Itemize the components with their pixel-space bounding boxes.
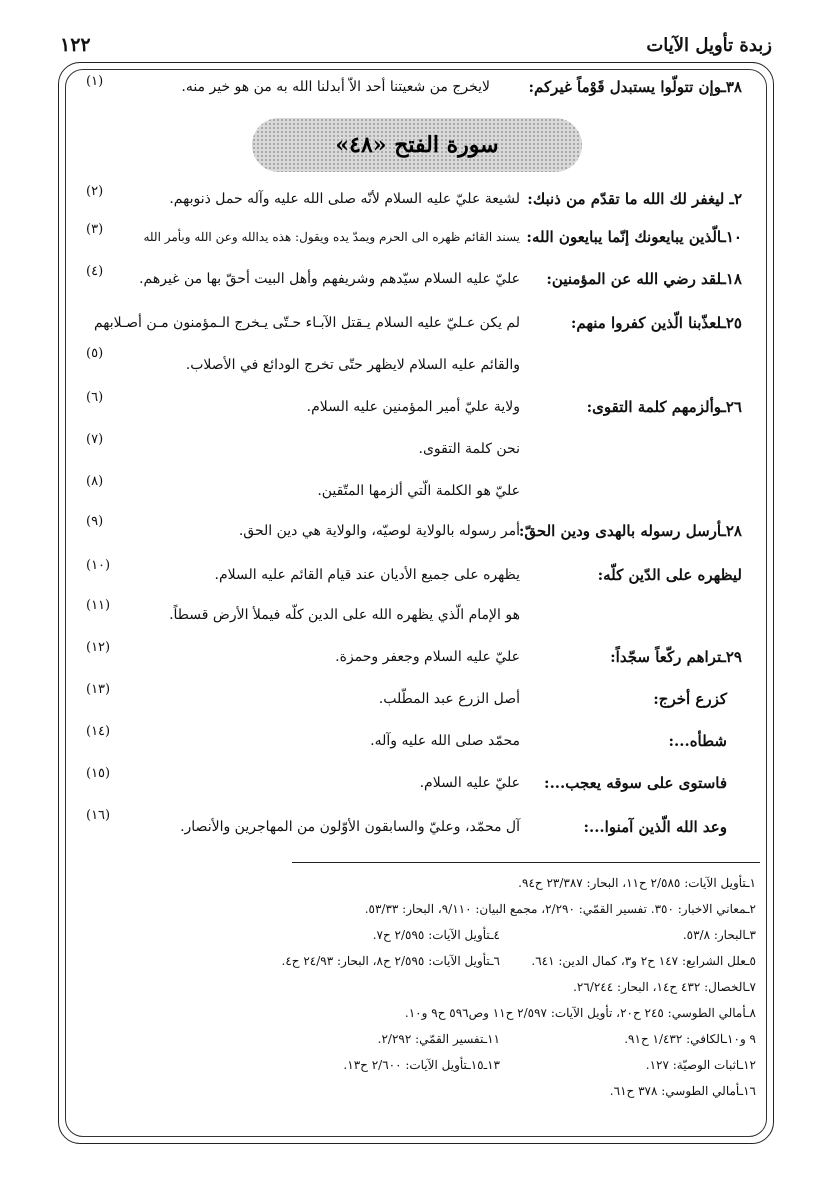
explanation-text: عليّ عليه السلام سيّدهم وشريفهم وأهل البيت أحقّ بها من غيرهم. — [139, 271, 520, 287]
footnote: ٩ و١٠ـالكافي: ١/٤٣٢ ح٩١. — [624, 1032, 756, 1046]
footnote-ref: (١٦) — [86, 808, 111, 823]
entry — [60, 598, 772, 630]
footnote-ref: (٤) — [86, 264, 104, 279]
entry — [60, 514, 772, 546]
explanation-text: عليّ عليه السلام. — [419, 775, 520, 791]
footnote: ١٢ـاثبات الوصيّة: ١٢٧. — [645, 1058, 756, 1072]
footnote-ref: (٨) — [86, 474, 104, 489]
footnote: ٢ـمعاني الاخبار: ٣٥٠. تفسير القمّي: ٢/٢٩٠، مجمع البيان: ٩/١١٠، البحار: ٥٣/٣٣. — [364, 902, 756, 916]
footnote: ١٣ـ١٥ـتأويل الآيات: ٢/٦٠٠ ح١٣. — [343, 1058, 500, 1072]
footnote-ref: (٩) — [86, 514, 104, 529]
entry — [60, 432, 772, 464]
explanation-text: محمّد صلى الله عليه وآله. — [370, 733, 520, 749]
explanation-text: عليّ هو الكلمة الّتي ألزمها المتّقين. — [317, 483, 520, 499]
explanation-text: عليّ عليه السلام وجعفر وحمزة. — [335, 649, 520, 665]
entry — [60, 808, 772, 842]
footnote-ref: (١) — [86, 74, 104, 89]
page-header — [60, 30, 772, 60]
footnote: ٦ـتأويل الآيات: ٢/٥٩٥ ح٨، البحار: ٢٤/٩٣ ح٤. — [281, 954, 500, 968]
verse-label: ٢٥ـلعذّبنا الّذين كفروا منهم: — [570, 314, 742, 332]
verse-label: ٢٦ـوألزمهم كلمة التقوى: — [586, 398, 742, 416]
entry — [60, 390, 772, 422]
verse-label: ٢٨ـأرسل رسوله بالهدى ودين الحقّ: — [518, 522, 742, 540]
footnote: ٨ـأمالي الطوسي: ٢٤٥ ح٢٠، تأويل الآيات: ٢/٥٩٧ ح١١ وص٥٩٦ ح٩ و١٠. — [404, 1006, 756, 1020]
explanation-text: هو الإمام الّذي يظهره الله على الدين كلّه فيملأ الأرض قسطاً. — [169, 607, 520, 623]
verse-label: ٣٨ـوإن تتولّوا يستبدل قَوْماً غيركم: — [528, 78, 742, 96]
footnote: ١١ـتفسير القمّي: ٢/٢٩٢. — [377, 1032, 500, 1046]
running-title: زبدة تأويل الآيات — [646, 34, 772, 56]
verse-label: ٢ـ ليغفر لك الله ما تقدّم من ذنبك: — [527, 190, 742, 208]
footnote-ref: (٣) — [86, 222, 104, 237]
surah-title-banner — [252, 118, 582, 172]
footnote-ref: (١٤) — [86, 724, 111, 739]
entry — [60, 724, 772, 756]
surah-title: سورة الفتح «٤٨» — [335, 132, 499, 158]
footnote-divider — [292, 862, 760, 863]
top-entry — [60, 74, 772, 102]
explanation-text: أمر رسوله بالولاية لوصيّه، والولاية هي دين الحق. — [238, 523, 520, 539]
footnote: ١ـتأويل الآيات: ٢/٥٨٥ ح١١، البحار: ٢٣/٣٨٧ ح٩٤. — [518, 876, 756, 890]
entry — [60, 682, 772, 714]
footnote: ٣ـالبحار: ٥٣/٨. — [682, 928, 756, 942]
explanation-text: ولاية عليّ أمير المؤمنين عليه السلام. — [306, 399, 520, 415]
footnote-ref: (١٠) — [86, 558, 111, 573]
verse-label: كزرع أخرج: — [653, 690, 727, 708]
footnote-ref: (١٥) — [86, 766, 111, 781]
explanation-text: لشيعة عليّ عليه السلام لأنّه صلى الله عليه وآله حمل ذنوبهم. — [169, 191, 520, 207]
entry — [60, 264, 772, 294]
footnote-ref: (٥) — [86, 346, 104, 361]
entry — [60, 766, 772, 798]
footnote-ref: (٦) — [86, 390, 104, 405]
entry — [60, 222, 772, 252]
verse-label: ١٠ـالّذين يبايعونك إنّما يبايعون الله: — [526, 228, 742, 246]
explanation-text: لم يكن عـليّ عليه السلام يـقتل الآبـاء حـتّى يـخرج الـمؤمنون مـن أصـلابهم — [93, 315, 520, 331]
explanation-text: يظهره على جميع الأديان عند قيام القائم عليه السلام. — [214, 567, 520, 583]
page-number: ١٢٢ — [60, 34, 91, 56]
entry — [60, 558, 772, 590]
entry — [60, 346, 772, 380]
explanation-text: يسند القائم ظهره الى الحرم ويمدّ يده ويقول: هذه يدالله وعن الله وبأمر الله — [143, 230, 520, 244]
verse-label: شطأه...: — [668, 732, 727, 750]
entry — [60, 474, 772, 506]
verse-label: ليظهره على الدّين كلّه: — [597, 566, 742, 584]
verse-label: ٢٩ـتراهم ركّعاً سجّداً: — [610, 648, 742, 666]
explanation-text: نحن كلمة التقوى. — [418, 441, 520, 457]
footnote-ref: (٢) — [86, 184, 104, 199]
explanation-text: والقائم عليه السلام لايظهر حتّى تخرج الودائع في الأصلاب. — [185, 357, 520, 373]
footnote-ref: (٧) — [86, 432, 104, 447]
footnote: ١٦ـأمالي الطوسي: ٣٧٨ ح٦١. — [609, 1084, 756, 1098]
verse-label: فاستوى على سوقه يعجب...: — [544, 774, 727, 792]
explanation-text: آل محمّد، وعليّ والسابقون الأوّلون من المهاجرين والأنصار. — [180, 819, 520, 835]
verse-label: وعد الله الّذين آمنوا...: — [583, 818, 727, 836]
explanation-text: أصل الزرع عبد المطّلب. — [378, 691, 520, 707]
entry — [60, 640, 772, 672]
footnote: ٤ـتأويل الآيات: ٢/٥٩٥ ح٧. — [372, 928, 500, 942]
entry — [60, 314, 772, 338]
footnote: ٥ـعلل الشرايع: ١٤٧ ح٢ و٣، كمال الدين: ٦٤١. — [531, 954, 756, 968]
footnote-ref: (١٣) — [86, 682, 111, 697]
explanation-text: لايخرج من شعيتنا أحد الاّ أبدلنا الله به من هو خير منه. — [181, 79, 490, 95]
entry — [60, 184, 772, 214]
footnote-ref: (١١) — [86, 598, 111, 613]
footnote-ref: (١٢) — [86, 640, 111, 655]
footnote: ٧ـالخصال: ٤٣٢ ح١٤، البحار: ٢٦/٢٤٤. — [573, 980, 756, 994]
verse-label: ١٨ـلقد رضي الله عن المؤمنين: — [546, 270, 742, 288]
